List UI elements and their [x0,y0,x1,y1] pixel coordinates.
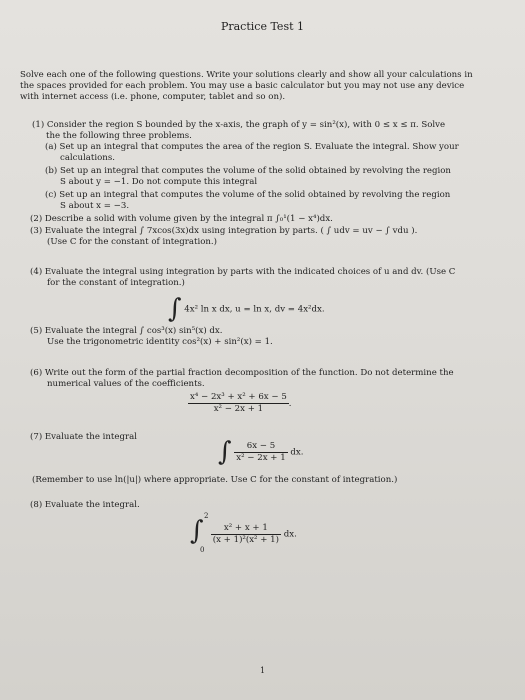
question-1b [45,166,451,188]
question-5-line: Use the trigonometric identity cos²(x) + sin²(x) = 1. [47,337,273,347]
fraction-numerator: x² + x + 1 [223,522,268,533]
instructions-line: with internet access (i.e. phone, computer, tablet and so on). [20,92,286,102]
upper-limit: 2 [204,512,209,520]
question-1a-line: (a) Set up an integral that computes the area of the region S. Evaluate the integral. Show your [45,142,459,152]
integral-symbol: ∫ [218,437,232,467]
question-7-note: (Remember to use ln(|u|) where appropriate. Use C for the constant of integration.) [32,475,398,485]
fraction-denominator: x² − 2x + 1 [188,403,289,415]
question-5 [30,326,273,348]
integral-symbol: ∫ [190,516,204,546]
question-6-formula [188,392,292,415]
rational-function [188,392,289,415]
integral-symbol: ∫ [168,294,182,324]
question-1a-line: calculations. [60,153,115,163]
definite-integral [190,514,208,554]
question-1c-line: (c) Set up an integral that computes the volume of the solid obtained by revolving the region [45,190,451,200]
instructions-line: the spaces provided for each problem. You may use a basic calculator but you may not use any device [20,81,465,91]
instructions [20,70,500,103]
question-7-label: (7) Evaluate the integral [30,432,137,442]
question-6-line: (6) Write out the form of the partial fraction decomposition of the function. Do not determine the [30,368,454,378]
formula-period: . [288,399,292,409]
fraction-numerator: x⁴ − 2x³ + x² + 6x − 5 [190,392,287,402]
question-4-line: (4) Evaluate the integral using integration by parts with the indicated choices of u and dv. (Use C [30,267,456,277]
question-7-formula [218,439,304,465]
question-3-line: (Use C for the constant of integration.) [47,237,217,247]
question-1 [32,120,445,142]
question-3-line: (3) Evaluate the integral ∫ 7xcos(3x)dx using integration by parts. ( ∫ udv = uv − ∫ vdu ). [30,226,418,236]
fraction-denominator: x² − 2x + 1 [236,452,286,463]
question-1b-line: S about y = −1. Do not compute this integral [60,177,258,187]
page-number: 1 [259,666,266,675]
integrand-fraction [234,441,287,464]
question-1-line: (1) Consider the region S bounded by the x-axis, the graph of y = sin²(x), with 0 ≤ x ≤ π. Solve [32,120,446,130]
question-3 [30,226,417,248]
integrand-fraction [211,523,281,546]
question-8-formula [190,514,297,554]
lower-limit: 0 [200,546,205,554]
differential: dx. [290,447,304,458]
fraction-denominator: (x + 1)²(x² + 1) [212,534,279,545]
question-4-expression: 4x² ln x dx, u = ln x, dv = 4x²dx. [184,304,325,315]
question-8-label: (8) Evaluate the integral. [30,500,140,510]
question-6-line: numerical values of the coefficients. [47,379,205,389]
question-1-line: the the following three problems. [46,131,192,141]
question-5-line: (5) Evaluate the integral ∫ cos³(x) sin⁵(x) dx. [30,326,223,336]
question-1c-line: S about x = −3. [60,201,130,211]
question-2: (2) Describe a solid with volume given by the integral π ∫₀¹(1 − x⁴)dx. [30,214,333,224]
fraction-numerator: 6x − 5 [246,440,276,451]
question-1c [45,190,450,212]
differential: dx. [283,529,297,540]
page-title: Practice Test 1 [220,20,305,33]
question-4 [30,267,455,289]
question-4-line: for the constant of integration.) [47,278,185,288]
question-6 [30,368,454,390]
instructions-line: Solve each one of the following questions. Write your solutions clearly and show all your calculations in [20,70,473,80]
question-4-formula [168,296,325,322]
question-1b-line: (b) Set up an integral that computes the volume of the solid obtained by revolving the region [45,166,451,176]
question-1a [45,142,459,164]
